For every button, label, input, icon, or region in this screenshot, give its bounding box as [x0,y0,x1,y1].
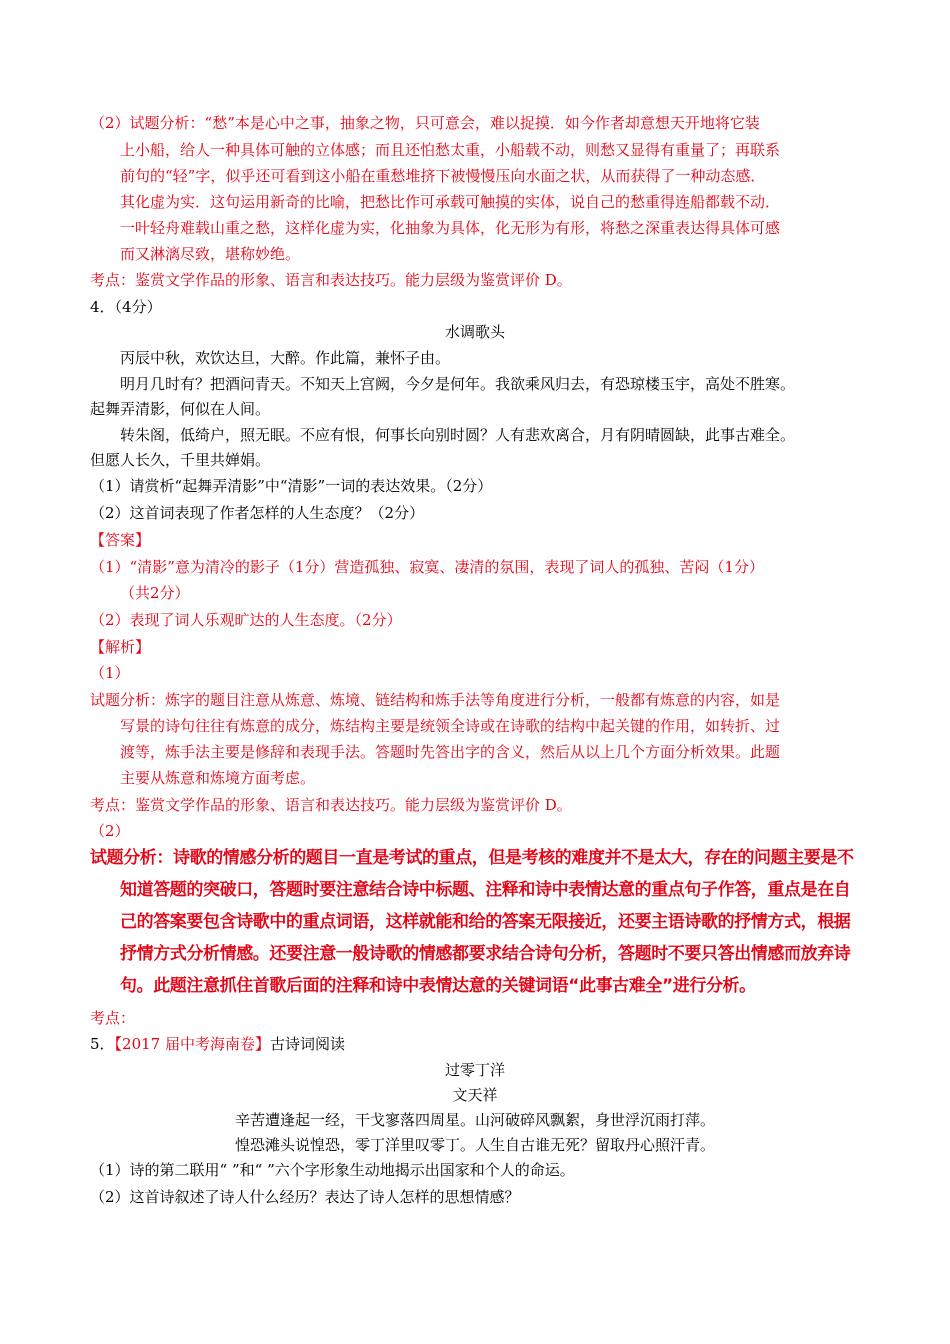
q4-stanza2-line1: 转朱阁，低绮户，照无眠。不应有恨，何事长向别时圆？人有悲欢离合，月有阴晴圆缺，此事古难全。 [120,426,796,444]
q4-analysis2-line5: 句。此题注意抓住首歌后面的注释和诗中表情达意的关键词语“此事古难全”进行分析。 [120,976,756,996]
q4-stanza1-line1: 明月几时有？把酒问青天。不知天上宫阙，今夕是何年。我欲乘风归去，有恐琼楼玉宇，高处不胜寒。 [120,375,796,393]
q5-question2: （2）这首诗叙述了诗人什么经历？表达了诗人怎样的思想情感？ [90,1188,520,1206]
q5-header [90,1034,345,1054]
q4-kaodian2: 考点： [90,1009,136,1027]
q5-poem-line2: 惶恐滩头说惶恐，零丁洋里叹零丁。人生自古谁无死？留取丹心照汗青。 [234,1136,715,1154]
q4-answer1-line2: （共2分） [120,584,190,602]
q4-header: 4．（4分） [90,298,162,316]
q4-analysis2-line1: 试题分析：诗歌的情感分析的题目一直是考试的重点，但是考核的难度并不是太大，存在的问题主要是不 [90,848,854,868]
q4-answer1-line1: （1）“清影”意为清冷的影子（1分）营造孤独、寂寞、凄清的氛围，表现了词人的孤独、苦闷（1分） [90,558,764,576]
q4-analysis1-line1: 试题分析：炼字的题目注意从炼意、炼境、链结构和炼手法等角度进行分析，一般都有炼意的内容，如是 [90,691,781,709]
q4-analysis1-line4: 主要从炼意和炼境方面考虑。 [120,769,316,787]
q5-question1: （1）诗的第二联用“ ”和“ ”六个字形象生动地揭示出国家和个人的命运。 [90,1161,575,1179]
q4-analysis-tag: 【解析】 [90,638,151,656]
q5-author: 文天祥 [452,1086,498,1104]
q4-analysis1-line2: 写景的诗句往往有炼意的成分，炼结构主要是统领全诗或在诗歌的结构中起关键的作用，如转折、过 [120,717,781,735]
q4-answer2: （2）表现了词人乐观旷达的人生态度。（2分） [90,611,402,629]
q4-answer-tag: 【答案】 [90,531,151,549]
q4-poem-title: 水调歌头 [444,323,505,341]
q4-analysis2-line3: 己的答案要包含诗歌中的重点词语，这样就能和给的答案无限接近，还要主语诗歌的抒情方式，根据 [120,912,851,932]
q5-poem-title: 过零丁洋 [444,1061,505,1079]
q5-number: 5． [90,1035,115,1053]
q3-analysis-line-6: 而又淋漓尽致，堪称妙绝。 [120,245,301,263]
q5-poem-line1: 辛苦遭逢起一经，干戈寥落四周星。山河破碎风飘絮，身世浮沉雨打萍。 [234,1111,715,1129]
q4-preface: 丙辰中秋，欢饮达旦，大醉。作此篇，兼怀子由。 [120,349,451,367]
q3-analysis-line-5: 一叶轻舟难载山重之愁，这样化虚为实，化抽象为具体，化无形为有形，将愁之深重表达得具体可感 [120,219,781,237]
q4-kaodian1: 考点：鉴赏文学作品的形象、语言和表达技巧。能力层级为鉴赏评价 D。 [90,796,572,814]
q3-analysis-line-2: 上小船，给人一种具体可触的立体感；而且还怕愁太重，小船载不动，则愁又显得有重量了；再联系 [120,141,781,159]
q5-source: 【2017 届中考海南卷】 [114,1035,270,1053]
q4-analysis2-line2: 知道答题的突破口，答题时要注意结合诗中标题、注释和诗中表情达意的重点句子作答，重点是在自 [120,880,851,900]
q3-analysis-line-4: 其化虚为实．这句运用新奇的比喻，把愁比作可承载可触摸的实体，说自己的愁重得连船都载不动． [120,193,781,211]
q3-analysis-line-1: （2）试题分析：“愁”本是心中之事，抽象之物，只可意会，难以捉摸．如今作者却意想天开地将它装 [90,114,760,132]
q4-part1-label: （1） [90,664,130,682]
q5-label: 古诗词阅读 [270,1035,346,1053]
q4-analysis1-line3: 渡等，炼手法主要是修辞和表现手法。答题时先答出字的含义，然后从以上几个方面分析效果。此题 [120,743,781,761]
q3-kaodian: 考点：鉴赏文学作品的形象、语言和表达技巧。能力层级为鉴赏评价 D。 [90,271,572,289]
q4-analysis2-line4: 抒情方式分析情感。还要注意一般诗歌的情感都要求结合诗句分析，答题时不要只答出情感而放弃诗 [120,944,851,964]
q3-analysis-line-3: 前句的“轻”字，似乎还可看到这小船在重愁堆挤下被慢慢压向水面之状，从而获得了一种动态感． [120,167,766,185]
q4-stanza2-line2: 但愿人长久，千里共婵娟。 [90,451,271,469]
q4-part2-label: （2） [90,822,130,840]
q4-question2: （2）这首词表现了作者怎样的人生态度？（2分） [90,504,425,522]
q4-question1: （1）请赏析“起舞弄清影”中“清影”一词的表达效果。（2分） [90,477,493,495]
q4-stanza1-line2: 起舞弄清影，何似在人间。 [90,400,271,418]
